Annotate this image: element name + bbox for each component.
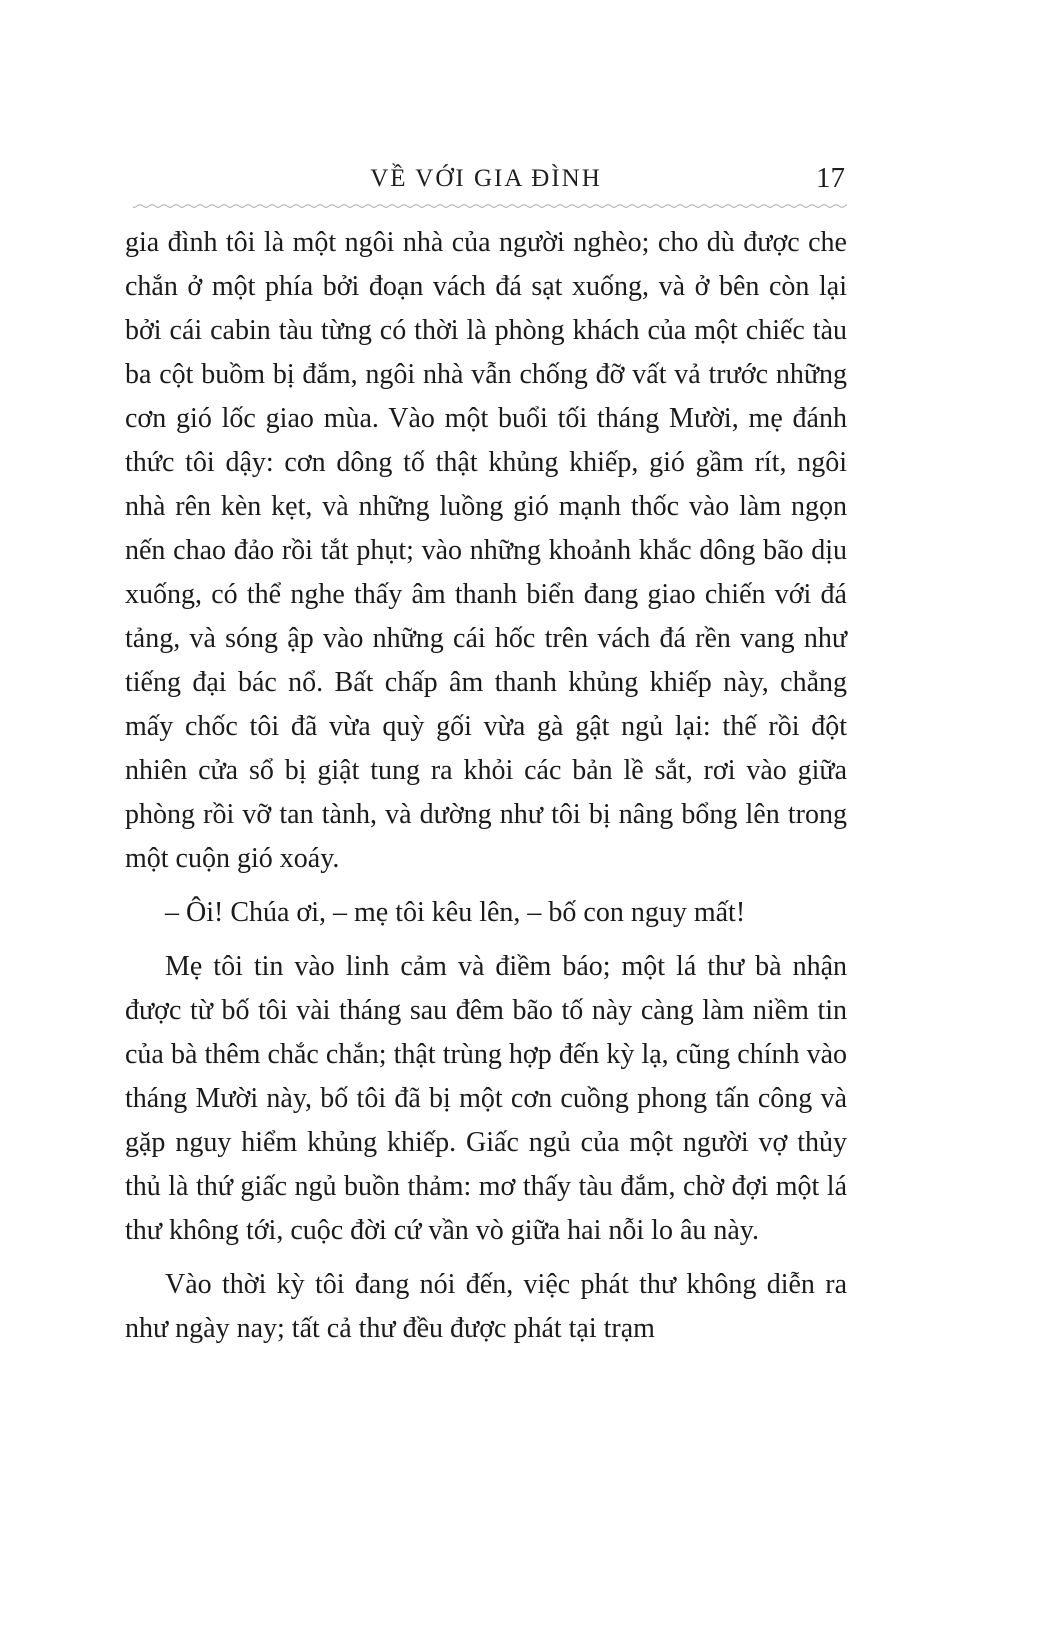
page-number: 17	[816, 162, 845, 194]
paragraph: Mẹ tôi tin vào linh cảm và điềm báo; một lá thư bà nhận được từ bố tôi vài tháng sau đêm bão tố này càng làm niềm tin của bà thêm chắc chắn; thật trùng hợp đến kỳ lạ, cũng chính vào tháng Mười này, bố tôi đã bị một cơn cuồng phong tấn công và gặp nguy hiểm khủng khiếp. Giấc ngủ của một người vợ thủy thủ là thứ giấc ngủ buồn thảm: mơ thấy tàu đắm, chờ đợi một lá thư không tới, cuộc đời cứ vần vò giữa hai nỗi lo âu này.	[125, 951, 847, 1246]
paragraph-dialogue: – Ôi! Chúa ơi, – mẹ tôi kêu lên, – bố con nguy mất!	[165, 897, 746, 928]
paragraph: gia đình tôi là một ngôi nhà của người nghèo; cho dù được che chắn ở một phía bởi đoạn vách đá sạt xuống, và ở bên còn lại bởi cái cabin tàu từng có thời là phòng khách của một chiếc tàu ba cột buồm bị đắm, ngôi nhà vẫn chống đỡ vất vả trước những cơn gió lốc giao mùa. Vào một buổi tối tháng Mười, mẹ đánh thức tôi dậy: cơn dông tố thật khủng khiếp, gió gầm rít, ngôi nhà rên kèn kẹt, và những luồng gió mạnh thốc vào làm ngọn nến chao đảo rồi tắt phụt; vào những khoảnh khắc dông bão dịu xuống, có thể nghe thấy âm thanh biển đang giao chiến với đá tảng, và sóng ập vào những cái hốc trên vách đá rền vang như tiếng đại bác nổ. Bất chấp âm thanh khủng khiếp này, chẳng mấy chốc tôi đã vừa quỳ gối vừa gà gật ngủ lại: thế rồi đột nhiên cửa sổ bị giật tung ra khỏi các bản lề sắt, rơi vào giữa phòng rồi vỡ tan tành, và dường như tôi bị nâng bổng lên trong một cuộn gió xoáy.	[125, 227, 847, 874]
paragraph: Vào thời kỳ tôi đang nói đến, việc phát thư không diễn ra như ngày nay; tất cả thư đều được phát tại trạm	[125, 1269, 847, 1344]
wavy-separator	[125, 202, 847, 210]
chapter-title: VỀ VỚI GIA ĐÌNH	[370, 165, 602, 192]
book-page	[125, 143, 847, 1351]
running-head	[125, 143, 847, 193]
body-text	[125, 221, 847, 1351]
